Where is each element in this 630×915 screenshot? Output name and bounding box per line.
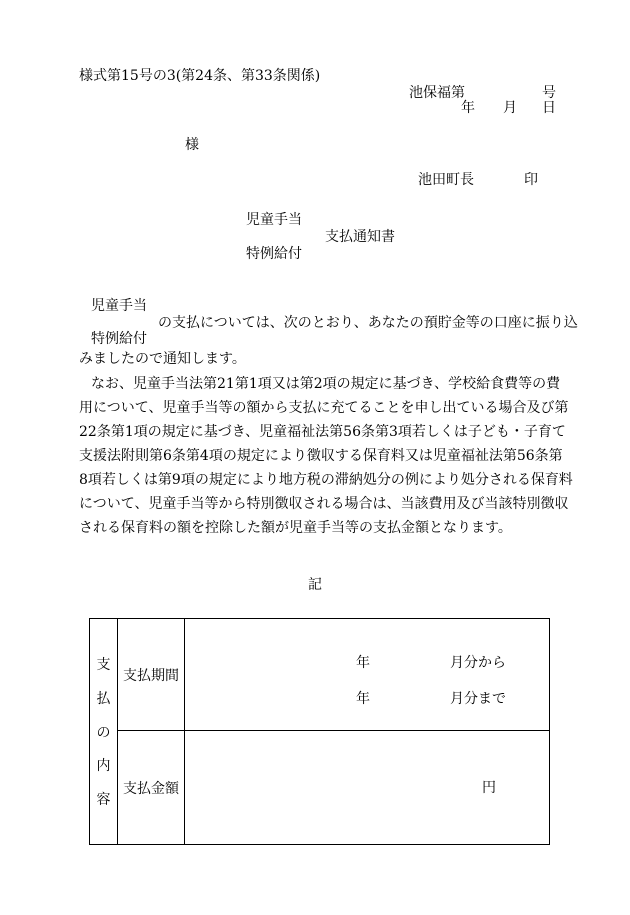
para2-line: 用について、児童手当等の額から支払に充てることを申し出ている場合及び第 [79, 400, 569, 416]
side-label-char: 容 [96, 792, 111, 808]
addressee-honorific: 様 [185, 137, 199, 153]
payment-period-cell [185, 619, 550, 731]
title-option-special-benefit: 特例給付 [246, 246, 302, 262]
date-month: 月 [503, 100, 517, 116]
para2-line: 22条第1項の規定に基づき、児童福祉法第56条第3項若しくは子ども・子育て [79, 424, 566, 440]
issuer-name: 池田町長 [418, 172, 474, 188]
form-reference: 様式第15号の3(第24条、第33条関係) [79, 68, 321, 84]
body-option-child-allowance: 児童手当 [91, 298, 147, 314]
body-option-special-benefit: 特例給付 [91, 331, 147, 347]
para2-line: される保育料の額を控除した額が児童手当等の支払金額となります。 [79, 520, 512, 536]
payment-period-label: 支払期間 [118, 619, 185, 731]
period-to-year: 年 [356, 691, 370, 707]
period-from-month: 月分から [450, 655, 506, 671]
body-line-2: みましたので通知します。 [79, 351, 246, 367]
issuer-seal: 印 [524, 172, 538, 188]
para2-line: なお、児童手当法第21第1項又は第2項の規定に基づき、学校給食費等の費 [91, 376, 561, 392]
period-to-month: 月分まで [450, 691, 506, 707]
side-label-char: の [96, 724, 111, 741]
document-title: 支払通知書 [325, 229, 395, 245]
period-from-year: 年 [356, 655, 370, 671]
document-number-suffix: 号 [542, 85, 556, 101]
payment-amount-label: 支払金額 [118, 731, 185, 845]
para2-line: 支援法附則第6条第4項の規定により徴収する保育料又は児童福祉法第56条第 [79, 448, 563, 464]
payment-details-side-label [90, 619, 118, 845]
title-option-child-allowance: 児童手当 [246, 212, 302, 228]
para2-line: 8項若しくは第9項の規定により地方税の滞納処分の例により処分される保育料 [79, 472, 573, 488]
para2-line: について、児童手当等から特別徴収される場合は、当該費用及び当該特別徴収 [79, 496, 569, 512]
payment-amount-cell [185, 731, 550, 845]
document-number-prefix: 池保福第 [409, 85, 465, 101]
side-label-char: 内 [96, 758, 111, 775]
note-heading: 記 [308, 577, 322, 593]
side-label-char: 支 [96, 657, 111, 673]
side-label-char: 払 [96, 690, 111, 707]
date-day: 日 [542, 100, 556, 116]
payment-details-table [89, 618, 550, 845]
body-line-1: の支払については、次のとおり、あなたの預貯金等の口座に振り込 [158, 315, 578, 331]
date-year: 年 [461, 100, 475, 116]
amount-unit: 円 [482, 780, 496, 796]
